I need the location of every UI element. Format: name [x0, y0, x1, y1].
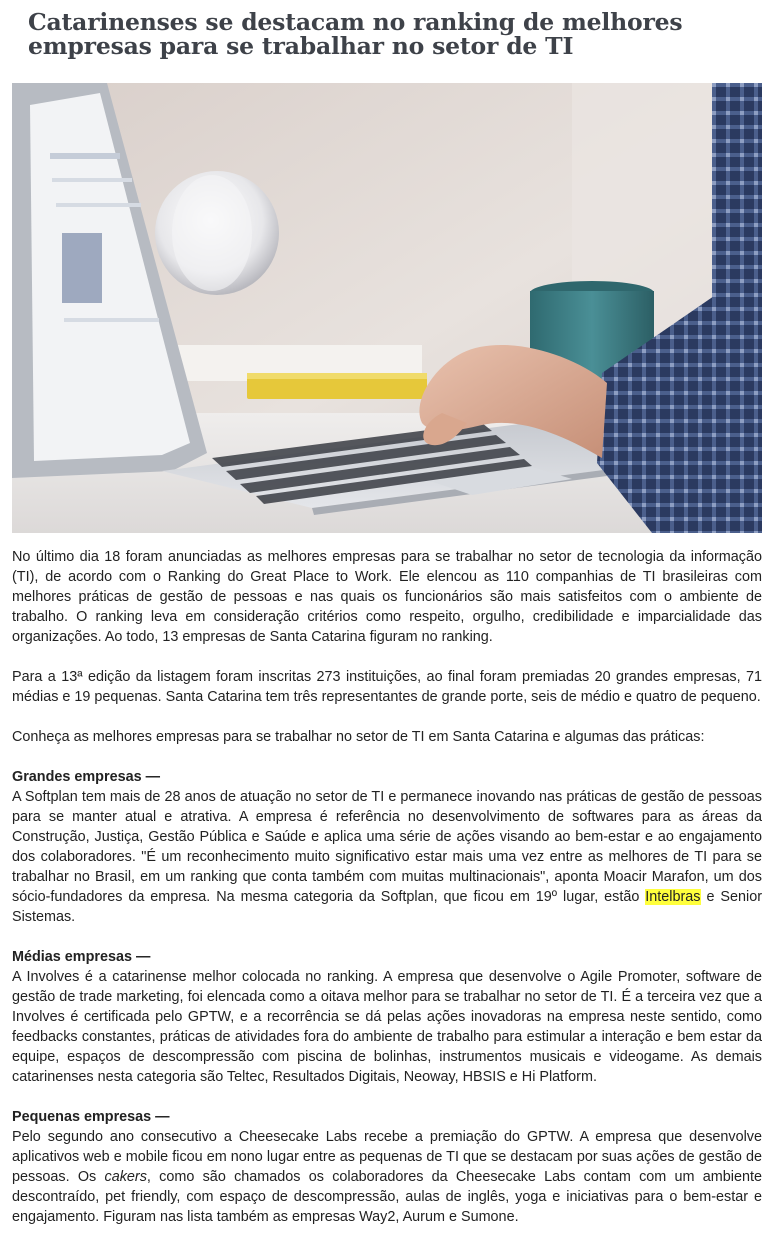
pequenas-text-before: Pelo segundo ano consecutivo a Cheesecake Labs recebe a premiação do GPTW. A empresa que desenvolve aplicativos web e mobile ficou em nono lugar entre as pequenas de TI que se destacam por suas ações de gestão de pessoas. Os — [12, 1129, 762, 1185]
section-medias — [12, 947, 762, 1087]
article-title: Catarinenses se destacam no ranking de melhores empresas para se trabalhar no setor de TI — [28, 8, 683, 60]
grandes-text-after: e Senior Sistemas. — [12, 889, 762, 925]
section-title-medias: Médias empresas — — [12, 949, 151, 965]
highlighted-company: Intelbras — [645, 889, 701, 905]
grandes-text-before: A Softplan tem mais de 28 anos de atuação no setor de TI e permanece inovando nas práticas de gestão de pessoas para se manter atual e atrativa. A empresa é referência no desenvolvimento de softwares para as áreas da Construção, Justiça, Gestão Pública e Saúde e aplica uma série de ações visando ao bem-estar e ao engajamento dos colaboradores. "É um reconhecimento muito significativo estar mais uma vez entre as melhores de TI para se trabalhar no Brasil, em um ranking que conta também com muitas multinacionais", aponta Moacir Marafon, um dos sócio-fundadores da empresa. Na mesma categoria da Softplan, que ficou em 19º lugar, estão — [12, 789, 762, 905]
section-grandes — [12, 767, 762, 927]
paragraph-intro: No último dia 18 foram anunciadas as melhores empresas para se trabalhar no setor de tecnologia da informação (TI), de acordo com o Ranking do Great Place to Work. Ele elencou as 110 companhias de TI brasileiras com melhores práticas de gestão de pessoas e nas quais os funcionários são mais satisfeitos com o ambiente de trabalho. O ranking leva em consideração critérios como respeito, orgulho, credibilidade e imparcialidade das organizações. Ao todo, 13 empresas de Santa Catarina figuram no ranking. — [12, 549, 762, 645]
article-hero-image — [12, 83, 762, 533]
paragraph-lead-in: Conheça as melhores empresas para se trabalhar no setor de TI em Santa Catarina e algumas das práticas: — [12, 729, 705, 745]
cakers-term: cakers — [104, 1169, 147, 1185]
article-body — [12, 547, 762, 1247]
pequenas-text-after: , como são chamados os colaboradores da Cheesecake Labs contam com um ambiente descontraído, pet friendly, com espaço de descompressão, aulas de inglês, yoga e iniciativas para o bem-estar e engajamento. Figuram nas lista também as empresas Way2, Aurum e Sumone. — [12, 1169, 762, 1225]
section-title-pequenas: Pequenas empresas — — [12, 1109, 170, 1125]
laptop-photo-illustration — [12, 83, 762, 533]
section-title-grandes: Grandes empresas — — [12, 769, 160, 785]
medias-text: A Involves é a catarinense melhor colocada no ranking. A empresa que desenvolve o Agile Promoter, software de gestão de trade marketing, foi elencada como a oitava melhor para se trabalhar no setor de TI. É a terceira vez que a Involves é certificada pelo GPTW, e a recorrência se dá pelas ações inovadoras na empresa neste sentido, como feedbacks constantes, práticas de atividades fora do ambiente de trabalho para estimular a interação e bem estar da equipe, espaços de descompressão com piscina de bolinhas, instrumentos musicais e videogame. As demais catarinenses nesta categoria são Teltec, Resultados Digitais, Neoway, HBSIS e Hi Platform. — [12, 969, 762, 1085]
paragraph-edition: Para a 13ª edição da listagem foram inscritas 273 instituições, ao final foram premiadas 20 grandes empresas, 71 médias e 19 pequenas. Santa Catarina tem três representantes de grande porte, seis de médio e quatro de pequeno. — [12, 669, 762, 705]
section-pequenas — [12, 1107, 762, 1227]
